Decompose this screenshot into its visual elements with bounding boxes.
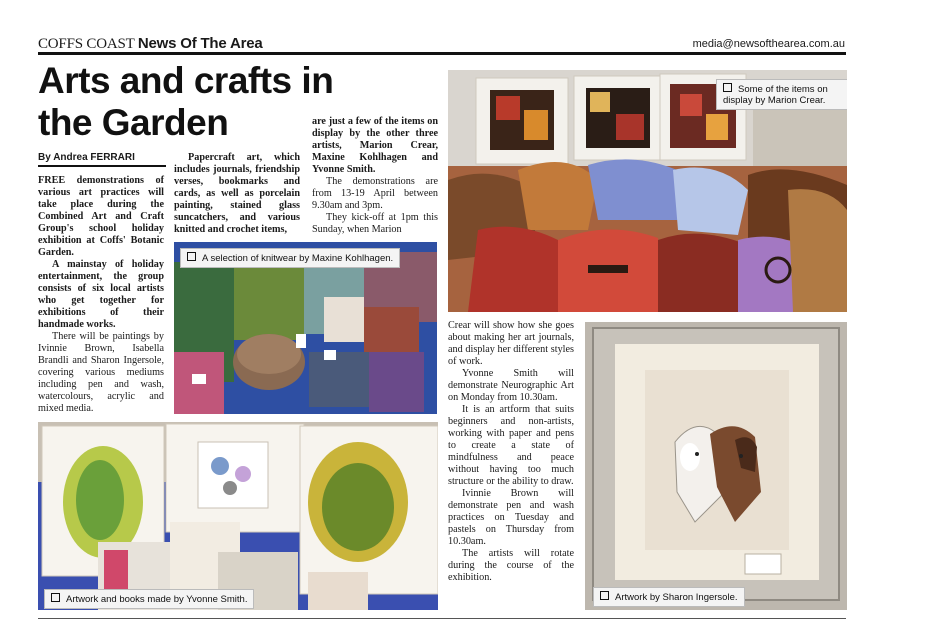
photo-knitwear xyxy=(174,242,437,414)
masthead-email[interactable]: media@newsofthearea.com.au xyxy=(692,38,845,50)
paragraph: There will be paintings by Ivinnie Brown, Isabella Brandli and Sharon Ingersole, covering various mediums including pen and wash, watercolours, acrylic and mixed media. xyxy=(38,331,164,414)
section-name: News Of The Area xyxy=(137,35,263,52)
article-column-2 xyxy=(174,152,300,236)
photo-caption xyxy=(44,589,254,609)
paragraph: They kick-off at 1pm this Sunday, when Marion xyxy=(312,212,438,235)
paragraph-bold-text: demonstrations of various art practices will take place during the Combined Art and Craft Group's school holiday exhibition at Coffs' Botanic Garden. xyxy=(38,175,164,258)
article-column-4 xyxy=(448,320,574,584)
headline-line-1: Arts and crafts in xyxy=(38,60,334,101)
caption-box-icon xyxy=(723,83,732,92)
article-column-1 xyxy=(38,175,164,415)
bottom-rule xyxy=(38,618,846,619)
lead-word: FREE xyxy=(38,175,66,186)
paragraph-bold-text: A mainstay of holiday entertainment, the group consists of six local artists who get together for exhibitions of their handmade works. xyxy=(38,259,164,330)
paragraph: The demonstrations are from 13-19 April between 9.30am and 3pm. xyxy=(312,176,438,211)
paragraph-bold-text: Papercraft art, which includes journals, friendship verses, bookmarks and cards, as well as porcelain painting, stained glass suncatchers, and various knitted and crochet items, xyxy=(174,152,300,235)
photo-caption xyxy=(593,587,745,607)
yvonne-artwork-illustration xyxy=(38,422,438,610)
paragraph: Ivinnie Brown will demonstrate pen and wash practices on Tuesday and pastels on Thursday from 10.30am. xyxy=(448,488,574,547)
publication-name: COFFS COAST xyxy=(38,36,135,52)
caption-box-icon xyxy=(51,593,60,602)
paragraph xyxy=(38,259,164,331)
paragraph xyxy=(174,152,300,236)
photo-caption xyxy=(180,248,400,268)
paragraph: Crear will show how she goes about making her art journals, and display her different styles of work. xyxy=(448,320,574,367)
caption-box-icon xyxy=(600,591,609,600)
photo-caption xyxy=(716,79,847,110)
top-rule xyxy=(38,52,846,55)
headline-line-2: the Garden xyxy=(38,102,229,143)
paragraph-bold-text: are just a few of the items on display by the other three artists, Marion Crear, Maxine Kohlhagen and Yvonne Smith. xyxy=(312,116,438,175)
article-column-3 xyxy=(312,116,438,236)
masthead-title xyxy=(38,35,263,53)
caption-text: A selection of knitwear by Maxine Kohlhagen. xyxy=(202,253,394,264)
paragraph xyxy=(312,116,438,176)
sharon-artwork-illustration xyxy=(585,322,847,610)
photo-sharon-ingersole-artwork xyxy=(585,322,847,610)
paragraph: Yvonne Smith will demonstrate Neurographic Art on Monday from 10.30am. xyxy=(448,368,574,403)
photo-marion-crear-items xyxy=(448,70,847,312)
paragraph: The artists will rotate during the course of the exhibition. xyxy=(448,548,574,583)
caption-text: Artwork and books made by Yvonne Smith. xyxy=(66,594,248,605)
caption-box-icon xyxy=(187,252,196,261)
paragraph xyxy=(38,175,164,259)
photo-yvonne-smith-artwork xyxy=(38,422,438,610)
paragraph: It is an artform that suits beginners and non-artists, working with paper and pens to create a state of mindfulness and peace without having too much structure or the ability to draw. xyxy=(448,404,574,487)
byline: By Andrea FERRARI xyxy=(38,152,166,167)
caption-text: Some of the items on display by Marion Crear. xyxy=(723,84,828,106)
caption-text: Artwork by Sharon Ingersole. xyxy=(615,592,738,603)
